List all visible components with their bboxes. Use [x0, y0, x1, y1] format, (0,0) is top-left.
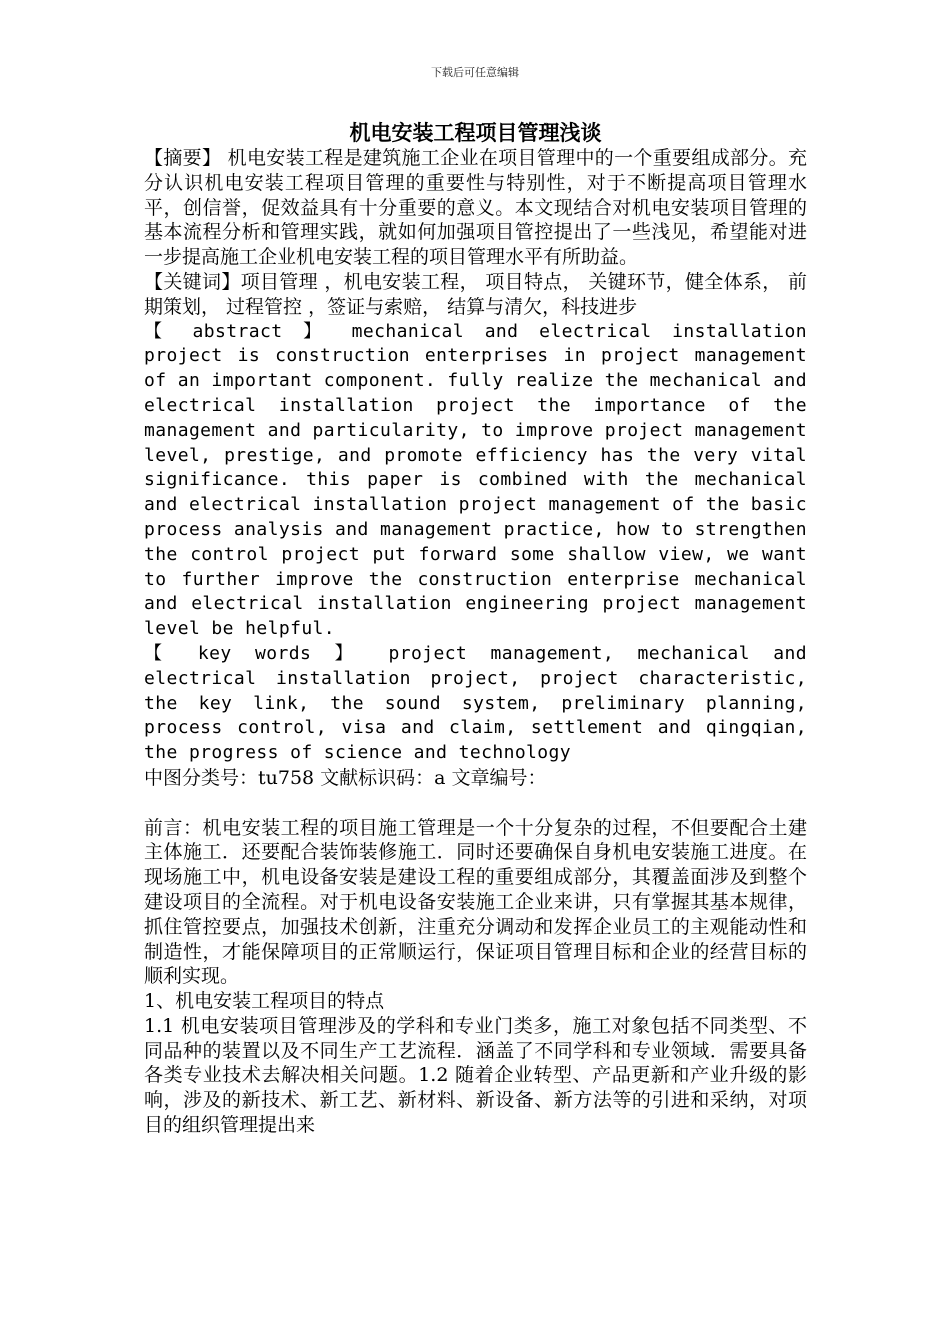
header-note: 下载后可任意编辑 [431, 66, 519, 79]
preface-paragraph: 前言：机电安装工程的项目施工管理是一个十分复杂的过程，不但要配合土建主体施工．还要配合装饰装修施工．同时还要确保自身机电安装施工进度。在现场施工中，机电设备安装是建设工程的重要组成部分，其覆盖面涉及到整个建设项目的全流程。对于机电设备安装施工企业来讲，只有掌握其基本规律，抓住管控要点，加强技术创新，注重充分调动和发挥企业员工的主观能动性和制造性，才能保障项目的正常顺运行，保证项目管理目标和企业的经营目标的顺利实现。 [144, 816, 807, 988]
document-body [144, 120, 807, 1138]
keywords-en: 【 key words 】 project management, mechanical and electrical installation project, project characteristic, the key link, the sound system, preliminary planning, process control, visa and claim, settlement and qingqian, the progress of science and technology [144, 642, 807, 764]
blank-line [144, 791, 807, 816]
abstract-cn: 【摘要】 机电安装工程是建筑施工企业在项目管理中的一个重要组成部分。充分认识机电安装工程项目管理的重要性与特别性，对于不断提高项目管理水平，创信誉，促效益具有十分重要的意义。本文现结合对机电安装项目管理的基本流程分析和管理实践，就如何加强项目管控提出了一些浅见，希望能对进一步提高施工企业机电安装工程的项目管理水平有所助益。 [144, 147, 807, 269]
classification-line: 中图分类号：tu758 文献标识码：a 文章编号： [144, 766, 547, 789]
keywords-cn: 【关键词】项目管理 ，机电安装工程， 项目特点， 关键环节，健全体系， 前期策划， 过程管控 ，签证与索赔， 结算与清欠，科技进步 [144, 270, 807, 318]
abstract-en: 【 abstract 】 mechanical and electrical installation project is construction enterprises in project management of an important component. fully realize the mechanical and electrical installation project the importance of the management and particularity, to improve project management level, prestige, and promote efficiency has the very vital significance. this paper is combined with the mechanical and electrical installation project management of the basic process analysis and management practice, how to strengthen the control project put forward some shallow view, we want to further improve the construction enterprise mechanical and electrical installation engineering project management level be helpful. [144, 320, 807, 640]
document-title: 机电安装工程项目管理浅谈 [349, 120, 602, 145]
section-body: 1.1 机电安装项目管理涉及的学科和专业门类多，施工对象包括不同类型、不同品种的装置以及不同生产工艺流程．涵盖了不同学科和专业领域．需要具备各类专业技术去解决相关问题。1.2 随着企业转型、产品更新和产业升级的影响，涉及的新技术、新工艺、新材料、新设备、新方法等的引进和采纳，对项目的组织管理提出来 [144, 1014, 807, 1137]
section-heading: 1、机电安装工程项目的特点 [144, 990, 385, 1013]
